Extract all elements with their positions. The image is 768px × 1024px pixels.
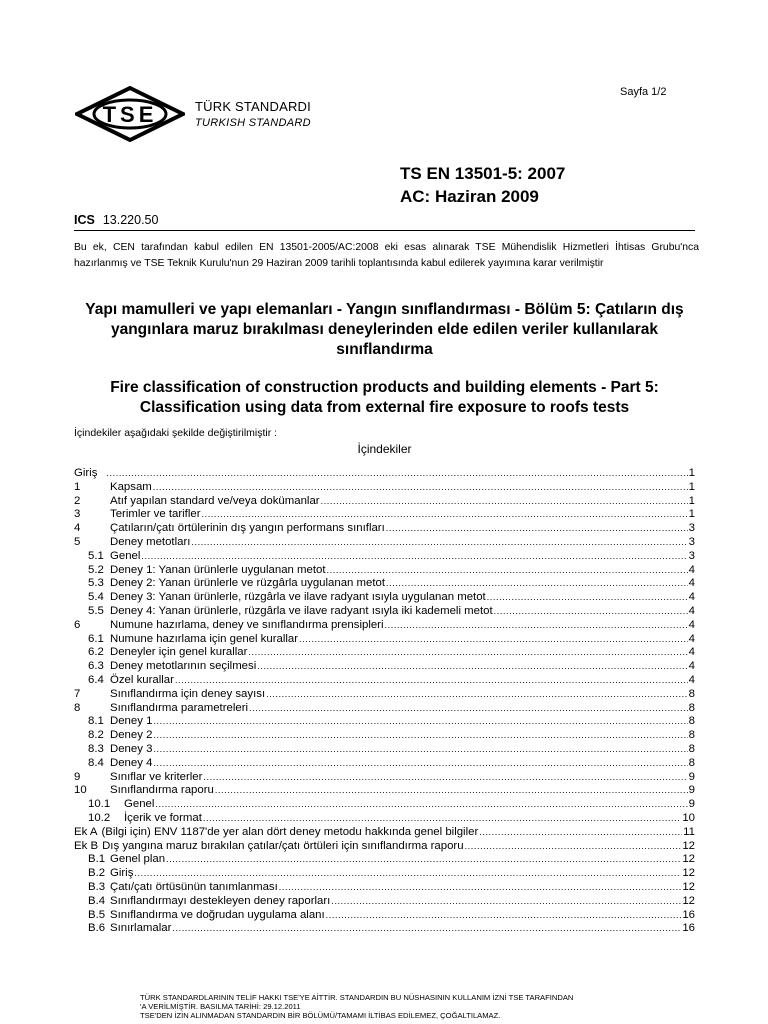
toc-entry-number: 6: [74, 618, 81, 631]
toc-entry[interactable]: [74, 619, 695, 633]
toc-entry-page: 4: [688, 632, 695, 645]
toc-entry-page: 12: [682, 894, 695, 907]
toc-entry[interactable]: [74, 688, 695, 702]
footer-line: TÜRK STANDARDLARININ TELİF HAKKI TSE'YE AİTTİR. STANDARDIN BU NÜSHASININ KULLANIM İZNİ TSE TARAFINDAN: [140, 993, 574, 1002]
toc-leader-dots: [327, 564, 688, 578]
toc-entry-number: 8.3: [88, 742, 104, 755]
intro-paragraph: Bu ek, CEN tarafından kabul edilen EN 13501-2005/AC:2008 eki esas alınarak TSE Mühendislik Hizmetleri İhtisas Grubu'nca hazırlanmış ve TSE Teknik Kurulu'nun 29 Haziran 2009 tarihli toplantısında kabul edilerek yayımına karar verilmiştir: [74, 242, 699, 269]
toc-entry-page: 12: [682, 880, 695, 893]
toc-leader-dots: [331, 895, 681, 909]
toc-entry-number: 5.4: [88, 591, 104, 604]
toc-leader-dots: [153, 481, 688, 495]
toc-leader-dots: [249, 702, 688, 716]
toc-entry-page: 4: [688, 618, 695, 631]
toc-leader-dots: [153, 743, 687, 757]
toc-leader-dots: [266, 688, 688, 702]
toc-entry-page: 8: [688, 687, 695, 700]
toc-entry-page: 8: [688, 729, 695, 742]
toc-entry[interactable]: [74, 605, 695, 619]
toc-entry-number: B.4: [88, 894, 106, 907]
toc-entry[interactable]: [74, 495, 695, 509]
footer-line: 'A VERİLMİŞTİR. BASILMA TARİHİ: 29.12.2011: [140, 1002, 301, 1012]
toc-entry-title: Dış yangına maruz bırakılan çatılar/çatı örtüleri için sınıflandırma raporu: [102, 839, 464, 852]
toc-entry-number: 6.4: [88, 673, 104, 686]
toc-leader-dots: [257, 660, 687, 674]
toc-entry-page: 4: [688, 646, 695, 659]
toc-entry[interactable]: [74, 881, 695, 895]
toc-entry-title: Sınırlamalar: [110, 922, 172, 935]
toc-entry[interactable]: [74, 660, 695, 674]
toc-entry-title: Genel: [110, 549, 141, 562]
toc-entry-page: 9: [688, 798, 695, 811]
toc-leader-dots: [248, 646, 687, 660]
toc-entry-title: İçerik ve format: [124, 811, 202, 824]
tse-logo: [75, 86, 185, 142]
title-turkish: Yapı mamulleri ve yapı elemanları - Yangın sınıflandırması - Bölüm 5: Çatıların dış yangınlara maruz bırakılması deneylerinden elde edilen veriler kullanılarak sınıflandırma: [85, 301, 684, 358]
title-english: Fire classification of construction products and building elements - Part 5: Classification using data from external fire exposure to roofs tests: [110, 379, 659, 416]
toc-entry-number: B.2: [88, 867, 106, 880]
toc-entry[interactable]: [74, 702, 695, 716]
toc-entry-number: 5: [74, 535, 81, 548]
toc-entry[interactable]: [74, 536, 695, 550]
toc-entry[interactable]: [74, 591, 695, 605]
toc-entry-number: 5.3: [88, 577, 104, 590]
ics-label: ICS: [74, 213, 95, 227]
toc-leader-dots: [153, 757, 687, 771]
toc-entry[interactable]: [74, 646, 695, 660]
toc-entry-number: 8.4: [88, 756, 104, 769]
toc-entry[interactable]: [74, 715, 695, 729]
toc-entry-title: Numune hazırlama için genel kurallar: [110, 632, 299, 645]
toc-entry-title: Deney 4: [110, 756, 153, 769]
toc-entry[interactable]: [74, 550, 695, 564]
table-of-contents: [74, 467, 695, 936]
toc-leader-dots: [141, 550, 687, 564]
toc-entry[interactable]: [74, 867, 695, 881]
toc-entry-title: Sınıflandırma parametreleri: [110, 701, 249, 714]
toc-leader-dots: [479, 826, 682, 840]
toc-entry[interactable]: [74, 743, 695, 757]
toc-leader-dots: [155, 798, 687, 812]
toc-entry-page: 16: [682, 908, 695, 921]
toc-entry-page: 12: [682, 839, 695, 852]
logo-text: TSE: [102, 102, 158, 127]
ics-line: [74, 213, 158, 227]
toc-entry-page: 1: [688, 480, 695, 493]
toc-entry-page: 4: [688, 673, 695, 686]
toc-leader-dots: [166, 853, 681, 867]
toc-entry[interactable]: [74, 564, 695, 578]
toc-leader-dots: [321, 495, 688, 509]
toc-entry-number: 6.1: [88, 632, 104, 645]
divider: [74, 230, 695, 231]
toc-entry[interactable]: [74, 840, 695, 854]
toc-entry[interactable]: [74, 771, 695, 785]
toc-entry-number: Ek B: [74, 839, 99, 852]
toc-entry-title: Sınıflandırmayı destekleyen deney raporları: [110, 894, 331, 907]
toc-entry[interactable]: [74, 508, 695, 522]
toc-leader-dots: [215, 784, 688, 798]
toc-entry-page: 12: [682, 853, 695, 866]
toc-entry[interactable]: [74, 674, 695, 688]
toc-leader-dots: [172, 922, 681, 936]
toc-entry-page: 8: [688, 742, 695, 755]
toc-entry-title: (Bilgi için) ENV 1187'de yer alan dört deney metodu hakkında genel bilgiler: [101, 825, 479, 838]
toc-entry[interactable]: [74, 784, 695, 798]
toc-entry-page: 12: [682, 867, 695, 880]
toc-entry-number: 5.1: [88, 549, 104, 562]
toc-leader-dots: [494, 605, 688, 619]
toc-leader-dots: [385, 619, 688, 633]
org-name-en: TURKISH STANDARD: [195, 117, 311, 129]
toc-entry-title: Terimler ve tarifler: [110, 508, 201, 521]
org-name: TÜRK STANDARDI: [195, 99, 311, 114]
toc-entry-number: 6.2: [88, 646, 104, 659]
toc-entry-number: Giriş: [74, 467, 98, 479]
toc-entry-number: B.1: [88, 853, 106, 866]
toc-entry[interactable]: [74, 467, 695, 481]
toc-entry-title: Deney metotlarının seçilmesi: [110, 660, 257, 673]
toc-entry-number: 4: [74, 522, 81, 535]
toc-entry-number: 9: [74, 770, 81, 783]
toc-entry-title: Atıf yapılan standard ve/veya dokümanlar: [110, 494, 320, 507]
toc-entry-number: 2: [74, 494, 81, 507]
toc-entry-page: 4: [688, 563, 695, 576]
toc-entry-title: Deneyler için genel kurallar: [110, 646, 248, 659]
toc-leader-dots: [191, 536, 687, 550]
toc-entry[interactable]: [74, 798, 695, 812]
toc-entry[interactable]: [74, 826, 695, 840]
standard-amendment: AC: Haziran 2009: [400, 187, 539, 206]
toc-entry-page: 16: [682, 922, 695, 935]
toc-entry-title: Sınıflar ve kriterler: [110, 770, 203, 783]
toc-entry-title: Deney 2: [110, 729, 153, 742]
toc-entry[interactable]: [74, 812, 695, 826]
toc-entry-page: 1: [688, 494, 695, 507]
standard-code-block: [400, 162, 565, 208]
toc-entry-number: Ek A: [74, 825, 98, 838]
toc-entry-title: Giriş: [110, 867, 134, 880]
toc-entry[interactable]: [74, 757, 695, 771]
toc-entry-page: 4: [688, 591, 695, 604]
toc-entry-page: 4: [688, 604, 695, 617]
toc-entry-title: Deney metotları: [110, 535, 191, 548]
toc-entry-number: 10.1: [88, 798, 111, 811]
toc-entry-page: 9: [688, 784, 695, 797]
page-number: Sayfa 1/2: [620, 86, 667, 98]
toc-leader-dots: [386, 522, 688, 536]
toc-entry-title: Çatı/çatı örtüsünün tanımlanması: [110, 880, 278, 893]
copyright-footer: [140, 993, 660, 1021]
toc-entry[interactable]: [74, 922, 695, 936]
toc-entry-title: Sınıflandırma ve doğrudan uygulama alanı: [110, 908, 325, 921]
toc-entry-title: Deney 4: Yanan ürünlerle, rüzgârla ve ilave radyant ısıyla iki kademeli metot: [110, 604, 493, 617]
toc-leader-dots: [326, 909, 682, 923]
toc-entry[interactable]: [74, 633, 695, 647]
toc-entry-page: 4: [688, 660, 695, 673]
toc-leader-dots: [487, 591, 688, 605]
toc-entry-page: 3: [688, 522, 695, 535]
toc-entry-page: 8: [688, 715, 695, 728]
toc-entry-title: Sınıflandırma raporu: [110, 784, 214, 797]
toc-leader-dots: [153, 729, 687, 743]
toc-entry-page: 3: [688, 535, 695, 548]
toc-entry-title: Deney 3: Yanan ürünlerle, rüzgârla ve ilave radyant ısıyla uygulanan metot: [110, 591, 486, 604]
toc-leader-dots: [153, 715, 687, 729]
ics-value: 13.220.50: [102, 213, 159, 227]
toc-entry-page: 3: [688, 549, 695, 562]
toc-entry[interactable]: [74, 729, 695, 743]
toc-entry[interactable]: [74, 481, 695, 495]
toc-entry-number: 8.1: [88, 715, 104, 728]
toc-leader-dots: [106, 467, 687, 481]
toc-entry-number: 5.2: [88, 563, 104, 576]
toc-leader-dots: [203, 771, 687, 785]
toc-entry-title: Deney 1: [110, 715, 153, 728]
toc-entry-title: Numune hazırlama, deney ve sınıflandırma prensipleri: [110, 618, 384, 631]
toc-entry[interactable]: [74, 577, 695, 591]
toc-leader-dots: [386, 577, 688, 591]
toc-entry-page: 9: [688, 770, 695, 783]
toc-entry-number: 8: [74, 701, 81, 714]
toc-entry-number: 10: [74, 784, 87, 797]
toc-entry-page: 11: [683, 825, 695, 838]
toc-entry-number: B.5: [88, 908, 106, 921]
toc-entry-number: 6.3: [88, 660, 104, 673]
toc-entry-title: Sınıflandırma için deney sayısı: [110, 687, 266, 700]
toc-entry-page: 1: [688, 467, 695, 479]
toc-leader-dots: [465, 840, 682, 854]
toc-entry-title: Genel: [124, 798, 155, 811]
toc-entry-number: 3: [74, 508, 81, 521]
toc-entry-number: B.3: [88, 880, 106, 893]
toc-entry-number: B.6: [88, 922, 106, 935]
toc-leader-dots: [203, 812, 681, 826]
toc-entry-number: 8.2: [88, 729, 104, 742]
toc-entry-title: Genel plan: [110, 853, 166, 866]
toc-leader-dots: [279, 881, 682, 895]
toc-leader-dots: [175, 674, 688, 688]
toc-entry-title: Özel kurallar: [110, 673, 174, 686]
toc-entry[interactable]: [74, 522, 695, 536]
changed-note: İçindekiler aşağıdaki şekilde değiştirilmiştir :: [74, 427, 278, 439]
toc-entry-page: 8: [688, 756, 695, 769]
toc-entry[interactable]: [74, 853, 695, 867]
toc-entry-number: 5.5: [88, 604, 104, 617]
toc-entry-number: 1: [74, 480, 81, 493]
toc-entry-title: Deney 1: Yanan ürünlerle uygulanan metot: [110, 563, 326, 576]
toc-heading: İçindekiler: [357, 442, 412, 456]
standard-code: TS EN 13501-5: 2007: [400, 164, 566, 183]
toc-entry-page: 8: [688, 701, 695, 714]
toc-entry[interactable]: [74, 895, 695, 909]
toc-entry[interactable]: [74, 909, 695, 923]
toc-entry-number: 7: [74, 687, 81, 700]
toc-entry-title: Deney 2: Yanan ürünlerle ve rüzgârla uygulanan metot: [110, 577, 386, 590]
toc-entry-title: Deney 3: [110, 742, 153, 755]
toc-leader-dots: [202, 508, 688, 522]
footer-line: TSE'DEN İZİN ALINMADAN STANDARDIN BİR BÖLÜMÜ/TAMAMI İLTİBAS EDİLEMEZ, ÇOĞALTILAMAZ.: [140, 1011, 501, 1021]
toc-entry-number: 10.2: [88, 811, 111, 824]
toc-entry-title: Kapsam: [110, 480, 152, 493]
toc-entry-page: 10: [682, 811, 695, 824]
toc-entry-page: 1: [688, 508, 695, 521]
toc-entry-page: 4: [688, 577, 695, 590]
toc-entry-title: Çatıların/çatı örtülerinin dış yangın performans sınıfları: [110, 522, 385, 535]
toc-leader-dots: [134, 867, 681, 881]
toc-leader-dots: [299, 633, 688, 647]
